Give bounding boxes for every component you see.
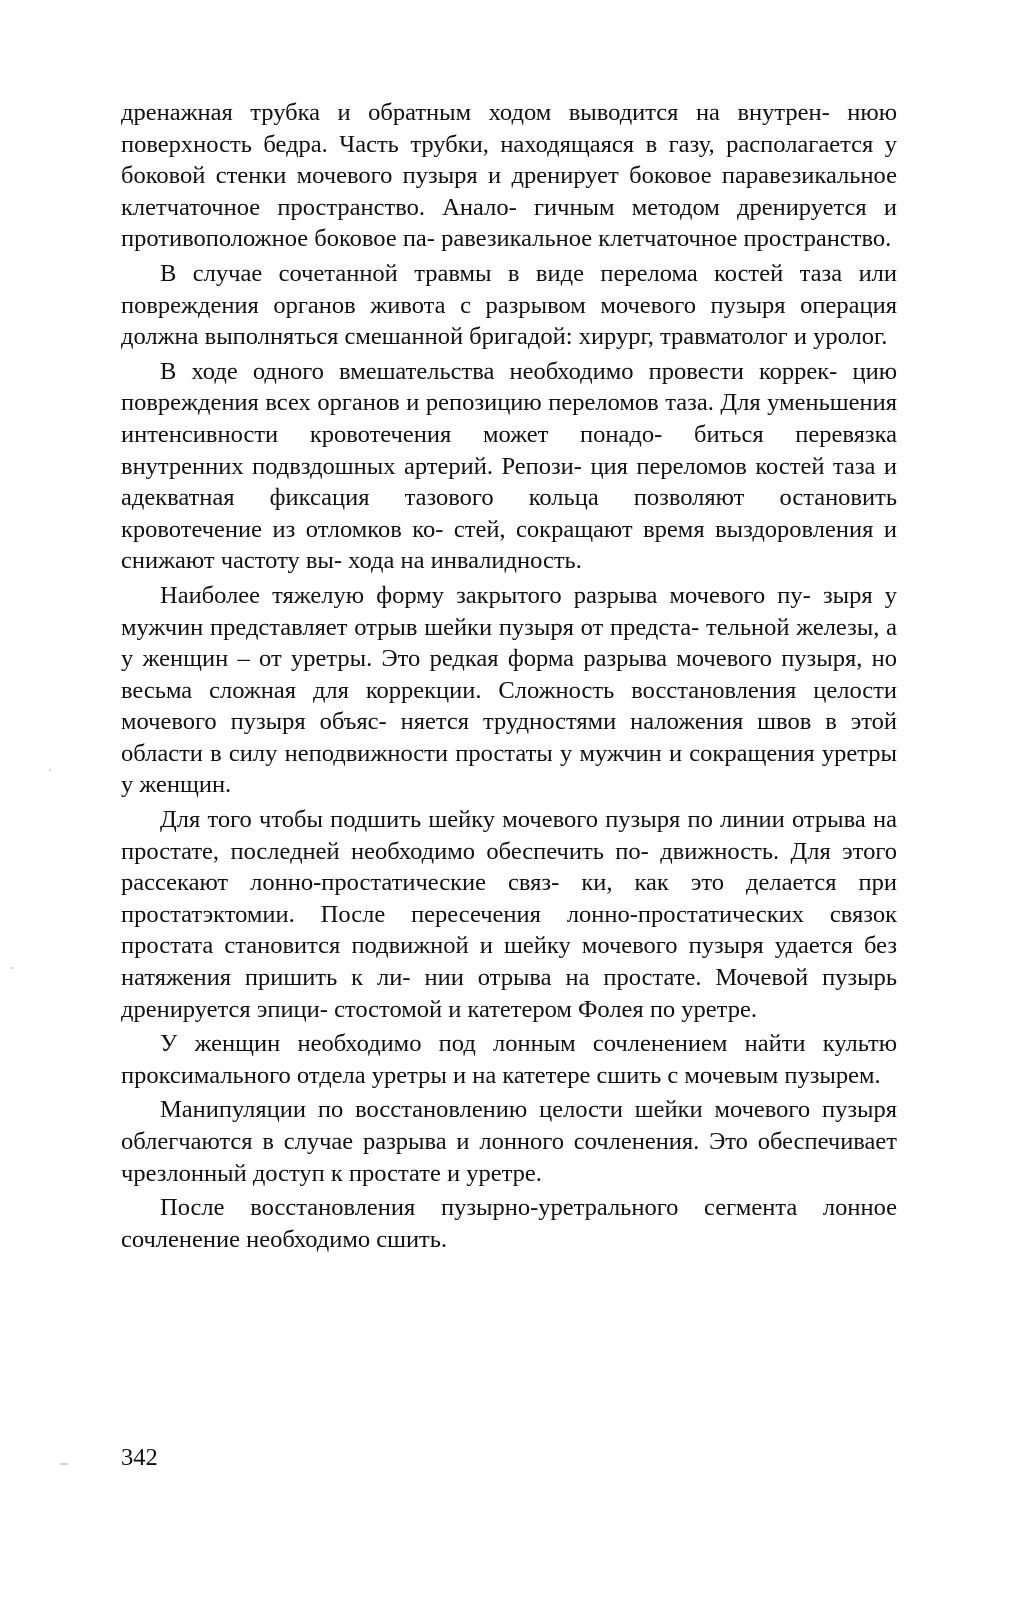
text-line: лонно-простатических связок простата становится подвижной bbox=[121, 900, 897, 960]
paragraph bbox=[121, 356, 897, 577]
text-line: движность. Для этого рассекают лонно-простатические связ- bbox=[121, 837, 898, 897]
text-line: ция переломов костей таза и адекватная фиксация тазового bbox=[121, 452, 897, 512]
text-line: цию повреждения всех органов и репозицию переломов таза. bbox=[121, 357, 898, 417]
text-line: разрыва мочевого пузыря, но весьма сложная для коррекции. bbox=[121, 645, 897, 704]
text-line: Манипуляции по восстановлению целости шейки мочевого bbox=[160, 1096, 811, 1124]
text-line: стостомой и катетером Фолея по уретре. bbox=[334, 995, 757, 1023]
text-line: В случае сочетанной травмы в виде перелома костей таза bbox=[160, 259, 843, 287]
text-line: нии отрыва на простате. Мочевой пузырь дренируется эпици- bbox=[121, 964, 897, 1023]
text-line: операция должна выполняться смешанной бригадой: хирург, bbox=[121, 291, 898, 351]
body-text bbox=[121, 97, 897, 1255]
text-line: и шейку мочевого пузыря удается без натяжения пришить к ли- bbox=[121, 932, 897, 992]
text-line: лонное сочленение необходимо сшить. bbox=[121, 1194, 897, 1253]
text-line: гичным методом дренируется и противоположное боковое па- bbox=[121, 193, 897, 253]
text-line: Это обеспечивает чрезлонный доступ к простате и уретре. bbox=[121, 1128, 897, 1187]
scan-speck bbox=[49, 769, 51, 771]
page-number: 342 bbox=[121, 1444, 158, 1471]
text-line: боковое паравезикальное клетчаточное пространство. Анало- bbox=[121, 162, 897, 221]
paragraph bbox=[121, 1028, 897, 1091]
paragraph bbox=[121, 580, 897, 801]
paragraph bbox=[121, 1192, 897, 1255]
text-line: После восстановления пузырно-уретрального сегмента bbox=[160, 1194, 798, 1222]
text-line: культю проксимального отдела уретры и на катетере сшить с bbox=[121, 1030, 898, 1089]
text-line: женщин. bbox=[139, 771, 232, 799]
text-line: Для уменьшения интенсивности кровотечения может понадо- bbox=[121, 389, 897, 448]
text-line: располагается у боковой стенки мочевого пузыря и дренирует bbox=[121, 130, 898, 190]
text-line: Наиболее тяжелую форму закрытого разрыва мочевого пу- bbox=[160, 581, 811, 609]
paragraph bbox=[121, 804, 897, 1025]
text-line: нюю поверхность бедра. Часть трубки, находящаяся в газу, bbox=[121, 99, 898, 158]
paragraph bbox=[121, 1094, 897, 1189]
text-line: Для того чтобы подшить шейку мочевого пузыря по линии bbox=[160, 806, 785, 834]
text-line: или повреждения органов живота с разрывом мочевого пузыря bbox=[121, 259, 898, 319]
text-line: мочевым пузырем. bbox=[684, 1061, 881, 1089]
paragraph bbox=[121, 97, 897, 255]
text-line: дренажная трубка и обратным ходом выводится на внутрен- bbox=[121, 99, 830, 126]
text-line: У женщин необходимо под лонным сочленением найти bbox=[160, 1030, 806, 1058]
text-line: неподвижности простаты у мужчин и сокращения уретры у bbox=[121, 739, 898, 799]
text-line: хода на инвалидность. bbox=[348, 547, 582, 575]
text-line: травматолог и уролог. bbox=[660, 323, 888, 351]
text-line: отрыва на простате, последней необходимо обеспечить по- bbox=[121, 806, 897, 865]
text-line: пузыря облегчаются в случае разрыва и лонного сочленения. bbox=[121, 1096, 898, 1155]
text-line: стей, сокращают время выздоровления и снижают частоту вы- bbox=[121, 515, 897, 575]
text-line: кольца позволяют остановить кровотечение из отломков ко- bbox=[121, 484, 897, 543]
text-line: биться перевязка внутренних подвздошных артерий. Репози- bbox=[121, 420, 898, 480]
scan-mark bbox=[60, 1463, 68, 1465]
text-line: В ходе одного вмешательства необходимо провести коррек- bbox=[160, 357, 838, 385]
text-line: ки, как это делается при простатэктомии. После пересечения bbox=[121, 869, 898, 928]
paragraph bbox=[121, 258, 897, 353]
text-line: няется трудностями наложения швов в этой области в силу bbox=[121, 708, 897, 767]
text-line: Сложность восстановления целости мочевого пузыря объяс- bbox=[121, 676, 897, 736]
scan-speck bbox=[11, 967, 13, 969]
text-line: зыря у мужчин представляет отрыв шейки пузыря от предста- bbox=[121, 581, 897, 641]
text-line: равезикальное клетчаточное пространство. bbox=[441, 225, 892, 253]
text-line: тельной железы, а у женщин – от уретры. Это редкая форма bbox=[121, 613, 897, 673]
